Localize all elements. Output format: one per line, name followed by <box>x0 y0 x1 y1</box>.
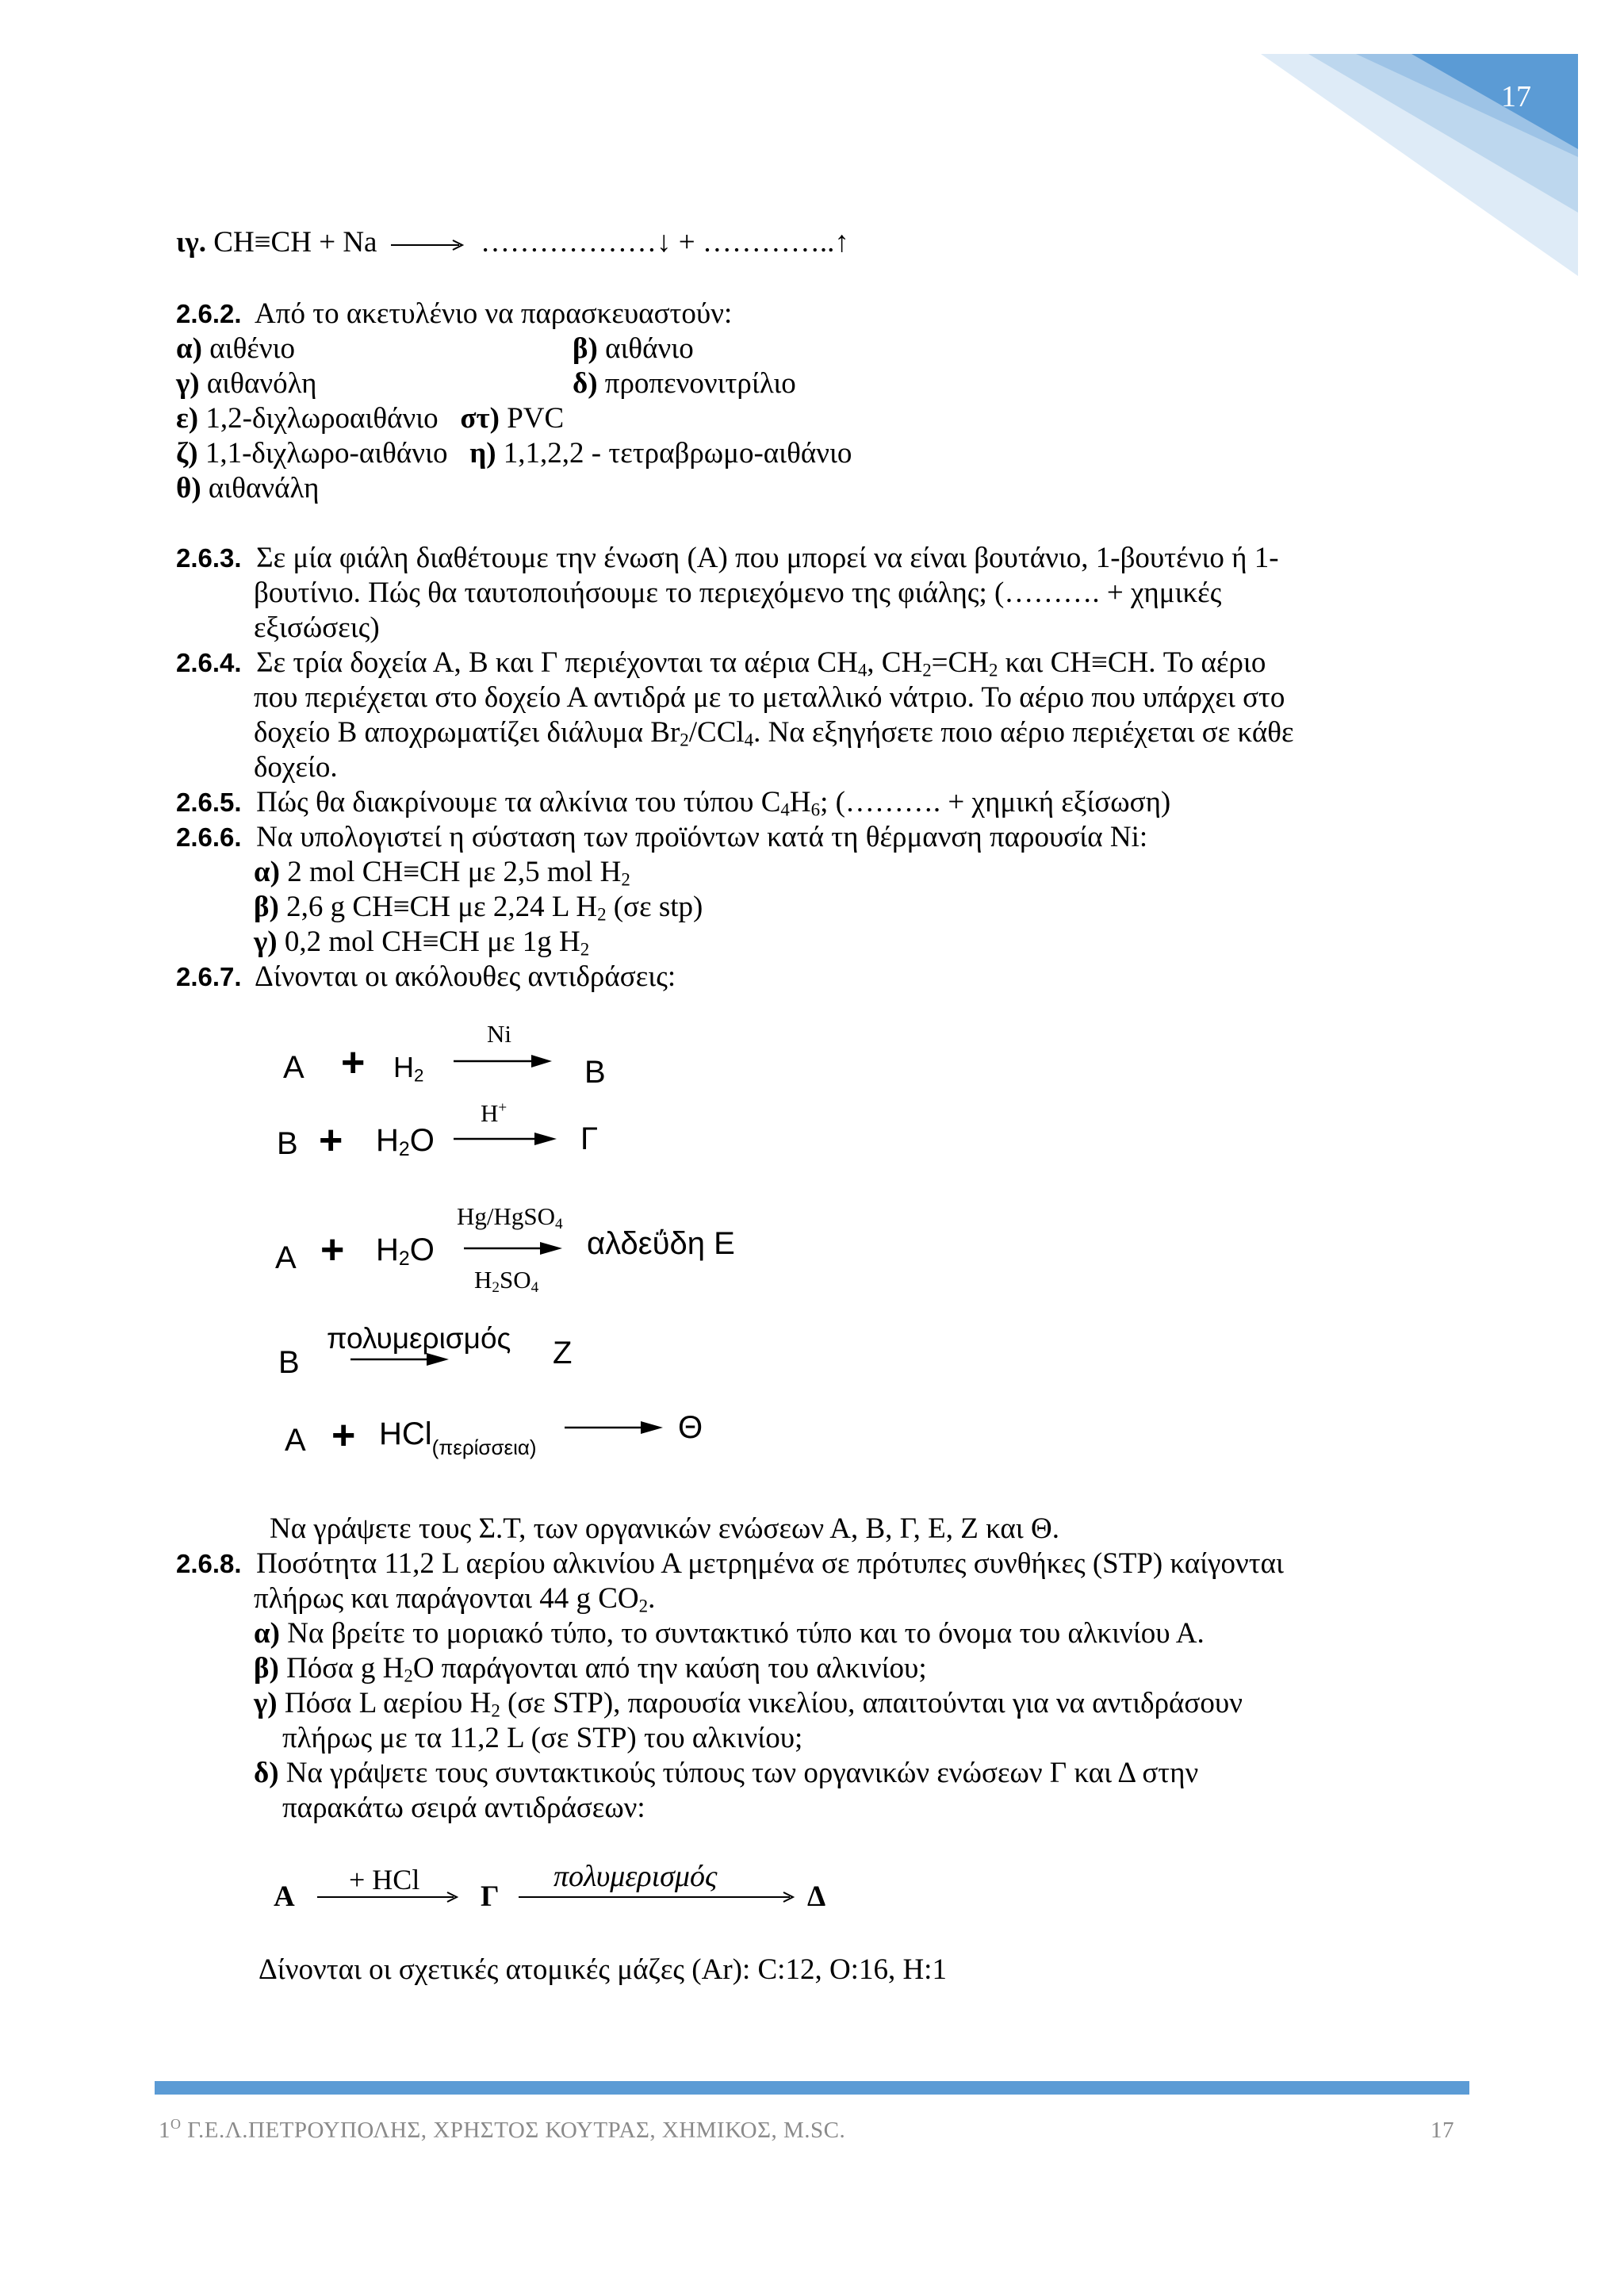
r4-B: B <box>278 1345 300 1380</box>
q262-g: γ) αιθανόλη <box>176 367 317 400</box>
q266-intro: 2.6.6. Να υπολογιστεί η σύσταση των προϊόντων κατά τη θέρμανση παρουσία Ni: <box>176 821 1148 853</box>
footer-text: $1^O$ Γ.Ε.Λ.ΠΕΤΡΟΥΠΟΛΗΣ, ΧΡΗΣΤΟΣ ΚΟΥΤΡΑΣ, ΧΗΜΙΚΟΣ, M.SC. <box>159 2116 846 2143</box>
scheme-A: A <box>274 1880 295 1913</box>
q264-l4: δοχείο. <box>254 751 338 784</box>
r1-cond: Ni <box>487 1020 511 1048</box>
footer-bar <box>155 2081 1469 2095</box>
r1-H2: $H_2$ <box>393 1051 424 1086</box>
q268-l1: 2.6.8. Ποσότητα 11,2 L αερίου αλκινίου Α μετρημένα σε πρότυπες συνθήκες (STP) καίγονται <box>176 1547 1284 1580</box>
r3-arrow <box>462 1239 565 1258</box>
r2-G: Γ <box>580 1121 599 1156</box>
r3-A: A <box>275 1240 297 1275</box>
q266-b: β) 2,6 g CH≡CH με 2,24 L $H_2$ (σε stp) <box>254 891 703 925</box>
q262-z: ζ) 1,1-διχλωρο-αιθάνιο η) 1,1,2,2 - τετραβρωμο-αιθάνιο <box>176 437 852 470</box>
q268-d2: παρακάτω σειρά αντιδράσεων: <box>282 1792 645 1824</box>
q264-l1: 2.6.4. Σε τρία δοχεία Α, Β και Γ περιέχονται τα αέρια $CH_4$, $CH_2=CH_2$ και CH≡CH. Το αέριο <box>176 646 1266 680</box>
q267-intro: 2.6.7. Δίνονται οι ακόλουθες αντιδράσεις: <box>176 960 676 993</box>
r3-H2O: $H_2O$ <box>376 1232 435 1271</box>
scheme-G: Γ <box>481 1880 500 1913</box>
r1-plus: + <box>341 1040 366 1086</box>
q262-e: ε) 1,2-διχλωροαιθάνιο στ) PVC <box>176 402 565 435</box>
r1-arrow <box>452 1052 555 1071</box>
q262-d: δ) προπενονιτρίλιο <box>573 367 796 400</box>
q266-g: γ) 0,2 mol CH≡CH με 1g $H_2$ <box>254 926 590 960</box>
header-page-number: 17 <box>1501 80 1531 113</box>
q263-l2: βουτίνιο. Πώς θα ταυτοποιήσουμε το περιεχόμενο της φιάλης; (………. + χημικές <box>254 577 1222 609</box>
q268-g: γ) Πόσα L αερίου $H_2$ (σε STP), παρουσία νικελίου, απαιτούνται για να αντιδράσουν <box>254 1687 1243 1721</box>
r5-HCl: HCl$_{(\pi\varepsilon\rho ί\sigma\sigma\varepsilon\iota\alpha)}$ <box>379 1416 537 1459</box>
arrow <box>389 237 469 253</box>
r4-arrow <box>349 1350 452 1369</box>
r2-plus: + <box>319 1117 343 1163</box>
r2-cond: H+ <box>481 1099 508 1127</box>
scheme-D: Δ <box>807 1880 826 1913</box>
q268-d: δ) Να γράψετε τους συντακτικούς τύπους των οργανικών ενώσεων Γ και Δ στην <box>254 1757 1199 1789</box>
r5-A: A <box>285 1423 306 1458</box>
q266-a: α) 2 mol CH≡CH με 2,5 mol $H_2$ <box>254 856 630 890</box>
q263-l1: 2.6.3. Σε μία φιάλη διαθέτουμε την ένωση (Α) που μπορεί να είναι βουτάνιο, 1-βουτένιο ή 1- <box>176 542 1279 574</box>
q268-l2: πλήρως και παράγονται 44 g $CO_2$. <box>254 1582 656 1616</box>
q268-b: β) Πόσα g $H_2O$ παράγονται από την καύση του αλκινίου; <box>254 1652 927 1686</box>
q263-l3: εξισώσεις) <box>254 611 380 644</box>
footer-page-number: 17 <box>1431 2118 1454 2143</box>
scheme-cond2: πολυμερισμός <box>553 1860 718 1893</box>
r3-cond-bottom: $H_2SO_4$ <box>474 1266 539 1296</box>
line-ig: ιγ. CH≡CH + Na ………………↓ + …………..↑ <box>176 226 849 259</box>
q262-b: β) αιθάνιο <box>573 332 694 365</box>
scheme-cond1: + HCl <box>349 1864 420 1895</box>
r1-B: B <box>584 1055 606 1090</box>
scheme-arrow1 <box>316 1889 463 1905</box>
r4-Z: Z <box>553 1336 573 1370</box>
q262-a: α) αιθένιο <box>176 332 296 365</box>
r2-B: B <box>277 1126 298 1161</box>
q268-a: α) Να βρείτε το μοριακό τύπο, το συντακτικό τύπο και το όνομα του αλκινίου Α. <box>254 1617 1205 1650</box>
r2-H2O: $H_2O$ <box>376 1123 435 1161</box>
q262-intro: 2.6.2. Από το ακετυλένιο να παρασκευαστούν: <box>176 297 733 330</box>
q264-l2: που περιέχεται στο δοχείο Α αντιδρά με το μεταλλικό νάτριο. Το αέριο που υπάρχει στο <box>254 681 1285 714</box>
q264-l3: δοχείο Β αποχρωματίζει διάλυμα $Br_2/CCl_4$. Να εξηγήσετε ποιο αέριο περιέχεται σε κάθε <box>254 716 1294 750</box>
r5-arrow <box>563 1418 666 1437</box>
r3-product: αλδεΰδη Ε <box>587 1226 735 1261</box>
q268-given: Δίνονται οι σχετικές ατομικές μάζες (Ar): C:12, O:16, H:1 <box>259 1953 947 1986</box>
q262-th: θ) αιθανάλη <box>176 472 320 504</box>
r4-cond: πολυμερισμός <box>327 1322 511 1355</box>
r3-cond-top: Hg/HgSO$_4$ <box>457 1202 563 1232</box>
q267-outro: Να γράψετε τους Σ.Τ, των οργανικών ενώσεων Α, Β, Γ, Ε, Ζ και Θ. <box>270 1512 1059 1545</box>
r5-product: Θ <box>678 1410 703 1445</box>
scheme-arrow2 <box>517 1889 799 1905</box>
q265: 2.6.5. Πώς θα διακρίνουμε τα αλκίνια του τύπου $C_4H_6$; (………. + χημική εξίσωση) <box>176 786 1171 820</box>
r1-A: A <box>283 1050 304 1085</box>
r3-plus: + <box>320 1227 345 1273</box>
r2-arrow <box>452 1129 560 1148</box>
r5-plus: + <box>331 1412 356 1458</box>
q268-g2: πλήρως με τα 11,2 L (σε STP) του αλκινίου; <box>282 1722 803 1754</box>
